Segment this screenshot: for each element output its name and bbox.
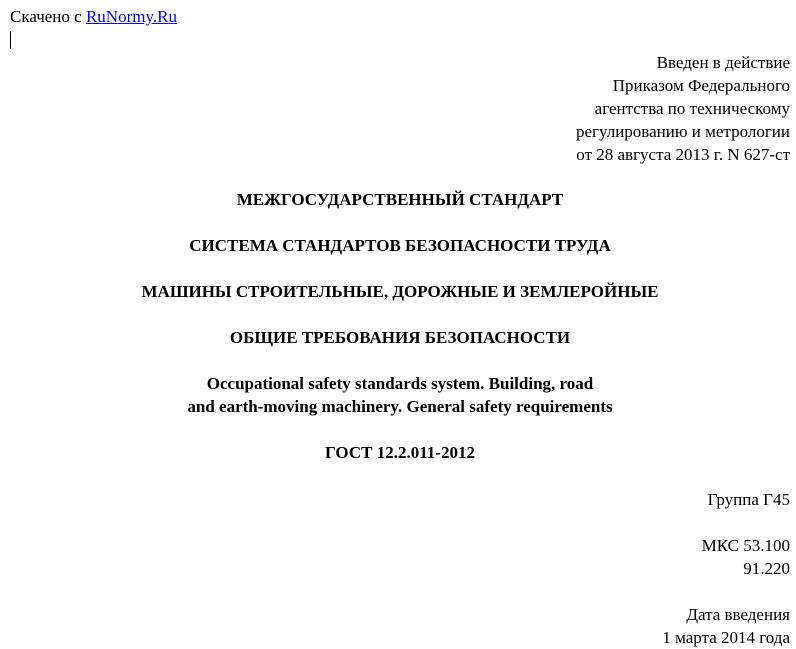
english-title-line1: Occupational safety standards system. Building, road (206, 374, 594, 393)
introduction-date: 1 марта 2014 года (662, 628, 790, 647)
enactment-line: Введен в действие (656, 53, 790, 72)
gost-number: ГОСТ 12.2.011-2012 (325, 443, 475, 462)
group-code: Группа Г45 (707, 490, 790, 509)
interstate-standard-heading: МЕЖГОСУДАРСТВЕННЫЙ СТАНДАРТ (236, 190, 564, 209)
runormy-link[interactable]: RuNormy.Ru (85, 7, 177, 26)
enactment-line: Приказом Федерального (612, 76, 790, 95)
enactment-block (576, 51, 790, 166)
safety-requirements-heading: ОБЩИЕ ТРЕБОВАНИЯ БЕЗОПАСНОСТИ (229, 328, 571, 347)
standards-system-heading: СИСТЕМА СТАНДАРТОВ БЕЗОПАСНОСТИ ТРУДА (189, 236, 611, 255)
download-source-line (10, 5, 177, 28)
introduction-label: Дата введения (686, 605, 790, 624)
english-title (0, 372, 796, 418)
introduction-date-block (662, 603, 790, 649)
mks-code-line1: МКС 53.100 (701, 536, 790, 555)
machines-heading: МАШИНЫ СТРОИТЕЛЬНЫЕ, ДОРОЖНЫЕ И ЗЕМЛЕРОЙНЫЕ (141, 282, 659, 301)
enactment-line: регулированию и метрологии (575, 122, 790, 141)
mks-codes (702, 534, 790, 580)
downloaded-from-label: Скачено с (10, 7, 82, 26)
mks-code-line2: 91.220 (743, 559, 790, 578)
text-cursor (10, 31, 11, 49)
enactment-line: от 28 августа 2013 г. N 627-ст (576, 145, 790, 164)
english-title-line2: and earth-moving machinery. General safety requirements (187, 397, 613, 416)
enactment-line: агентства по техническому (594, 99, 790, 118)
